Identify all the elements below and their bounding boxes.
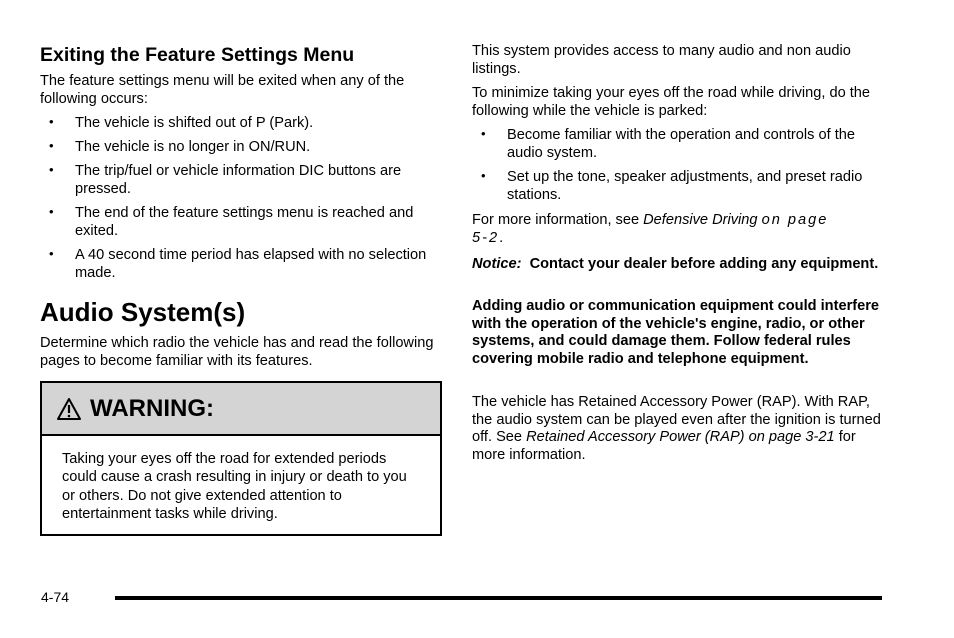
- warning-box: [40, 381, 442, 536]
- bullet-icon: •: [49, 114, 54, 129]
- warning-body: Taking your eyes off the road for extended periods could cause a crash resulting in injury or death to you or others. Do not give extended attention to entertainment tasks while driving.: [62, 451, 407, 522]
- page-number: 4-74: [41, 589, 70, 605]
- cross-reference-page[interactable]: on page 5-2: [472, 212, 829, 246]
- list-item: • The vehicle is shifted out of P (Park).: [49, 114, 314, 131]
- cross-reference-link[interactable]: Defensive Driving: [643, 212, 758, 228]
- warning-triangle-icon: [56, 397, 82, 421]
- bullet-icon: •: [49, 162, 54, 177]
- paragraph: The vehicle has Retained Accessory Power (RAP). With RAP, the audio system can be played even after the ignition is turned off. See Retained Accessory Power (RAP) on page 3-21 for more information.: [472, 394, 881, 463]
- section-heading: Exiting the Feature Settings Menu: [40, 44, 355, 66]
- cross-reference-page[interactable]: on page 3-21: [748, 429, 835, 445]
- paragraph: This system provides access to many audio and non audio listings.: [472, 43, 851, 77]
- footer-rule: [115, 596, 882, 600]
- warning-header: [42, 383, 440, 436]
- bullet-icon: •: [49, 138, 54, 153]
- main-heading: Audio System(s): [40, 297, 246, 327]
- list-item: • A 40 second time period has elapsed with no selection made.: [49, 246, 427, 281]
- bullet-icon: •: [49, 204, 54, 219]
- notice-body: Adding audio or communication equipment could interfere with the operation of the vehicle's engine, radio, or other systems, and could damage them. Follow federal rules covering mobile radio and telephone equipment.: [472, 298, 880, 367]
- warning-title: WARNING:: [90, 394, 214, 422]
- main-intro: Determine which radio the vehicle has and read the following pages to become familiar with its features.: [40, 335, 434, 369]
- section-intro: The feature settings menu will be exited when any of the following occurs:: [40, 73, 405, 107]
- cross-reference-link[interactable]: Retained Accessory Power (RAP): [526, 429, 745, 445]
- bullet-icon: •: [481, 168, 486, 183]
- bullet-icon: •: [49, 246, 54, 261]
- bullet-icon: •: [481, 126, 486, 141]
- notice: Notice: Contact your dealer before adding any equipment.: [472, 256, 879, 272]
- paragraph: For more information, see Defensive Driving on page 5-2.: [472, 212, 829, 246]
- list-item: • The end of the feature settings menu is reached and exited.: [49, 204, 414, 239]
- list-item: • The vehicle is no longer in ON/RUN.: [49, 138, 311, 155]
- list-item: • Become familiar with the operation and controls of the audio system.: [481, 126, 856, 161]
- list-item: • The trip/fuel or vehicle information DIC buttons are pressed.: [49, 162, 402, 197]
- notice-label: Notice:: [472, 256, 522, 272]
- paragraph: To minimize taking your eyes off the road while driving, do the following while the vehicle is parked:: [472, 85, 871, 119]
- list-item: • Set up the tone, speaker adjustments, and preset radio stations.: [481, 168, 863, 203]
